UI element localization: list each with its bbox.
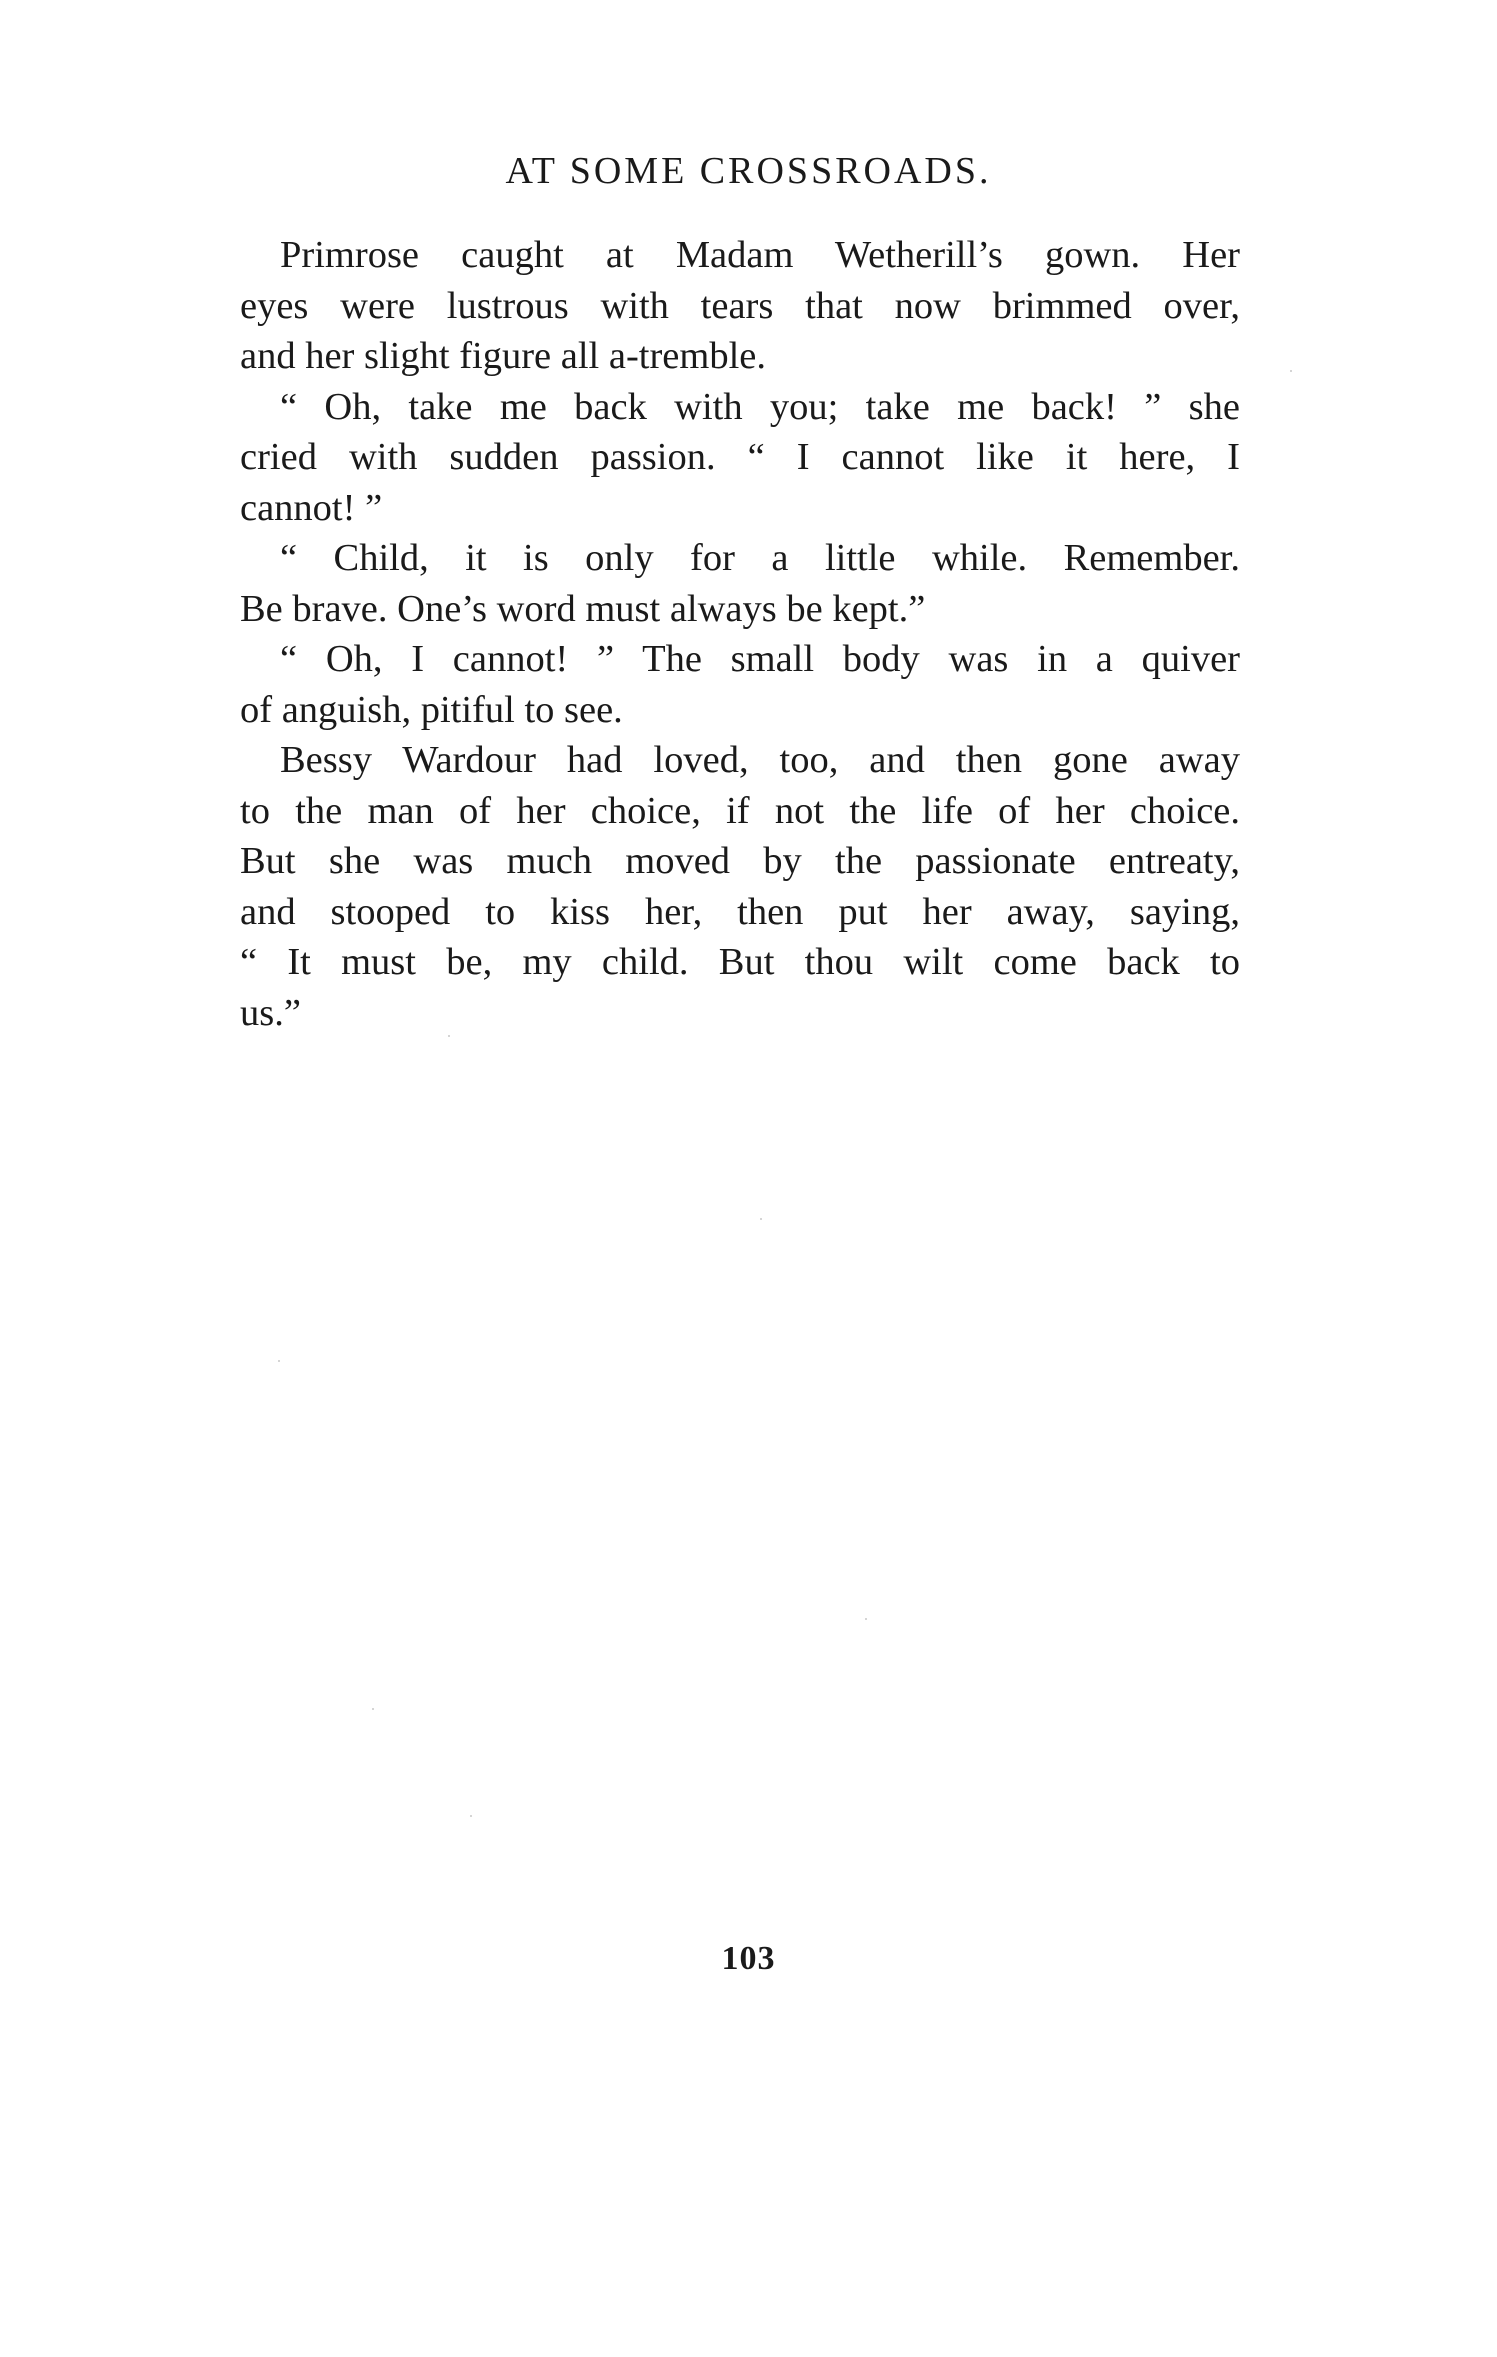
page-number: 103 bbox=[721, 1940, 776, 1977]
text-line: “ Oh, take me back with you; take me back! ” she bbox=[280, 385, 1240, 428]
text-line: cried with sudden passion. “ I cannot like it here, I bbox=[240, 436, 1240, 478]
text-line: cannot! ” bbox=[240, 486, 383, 529]
text-line: Primrose caught at Madam Wetherill’s gown. Her bbox=[280, 234, 1240, 276]
paragraph bbox=[240, 533, 1240, 634]
running-head: AT SOME CROSSROADS. bbox=[505, 150, 992, 192]
body-text bbox=[240, 230, 1240, 1038]
text-line: Bessy Wardour had loved, too, and then gone away bbox=[280, 739, 1240, 781]
text-line: us.” bbox=[240, 991, 301, 1034]
text-line: and stooped to kiss her, then put her away, saying, bbox=[240, 890, 1240, 933]
text-line: Be brave. One’s word must always be kept.” bbox=[240, 587, 926, 630]
paragraph bbox=[240, 230, 1240, 382]
text-line: “ Oh, I cannot! ” The small body was in a quiver bbox=[280, 638, 1240, 680]
text-line: But she was much moved by the passionate entreaty, bbox=[240, 840, 1240, 882]
paper-speck bbox=[448, 1035, 450, 1037]
paper-speck bbox=[470, 1815, 472, 1817]
text-line: and her slight figure all a-tremble. bbox=[240, 335, 766, 377]
paper-speck bbox=[760, 1218, 762, 1220]
paper-speck bbox=[865, 1618, 867, 1620]
paragraph bbox=[240, 735, 1240, 1038]
text-line: “ Child, it is only for a little while. Remember. bbox=[280, 537, 1240, 579]
paper-speck bbox=[1290, 370, 1292, 372]
paper-speck bbox=[278, 1360, 280, 1362]
paragraph bbox=[240, 634, 1240, 735]
paragraph bbox=[240, 382, 1240, 534]
text-line: eyes were lustrous with tears that now brimmed over, bbox=[240, 284, 1240, 327]
text-line: to the man of her choice, if not the life of her choice. bbox=[240, 789, 1240, 832]
paper-speck bbox=[372, 1708, 374, 1710]
text-line: of anguish, pitiful to see. bbox=[240, 688, 623, 731]
text-line: “ It must be, my child. But thou wilt come back to bbox=[240, 941, 1240, 983]
